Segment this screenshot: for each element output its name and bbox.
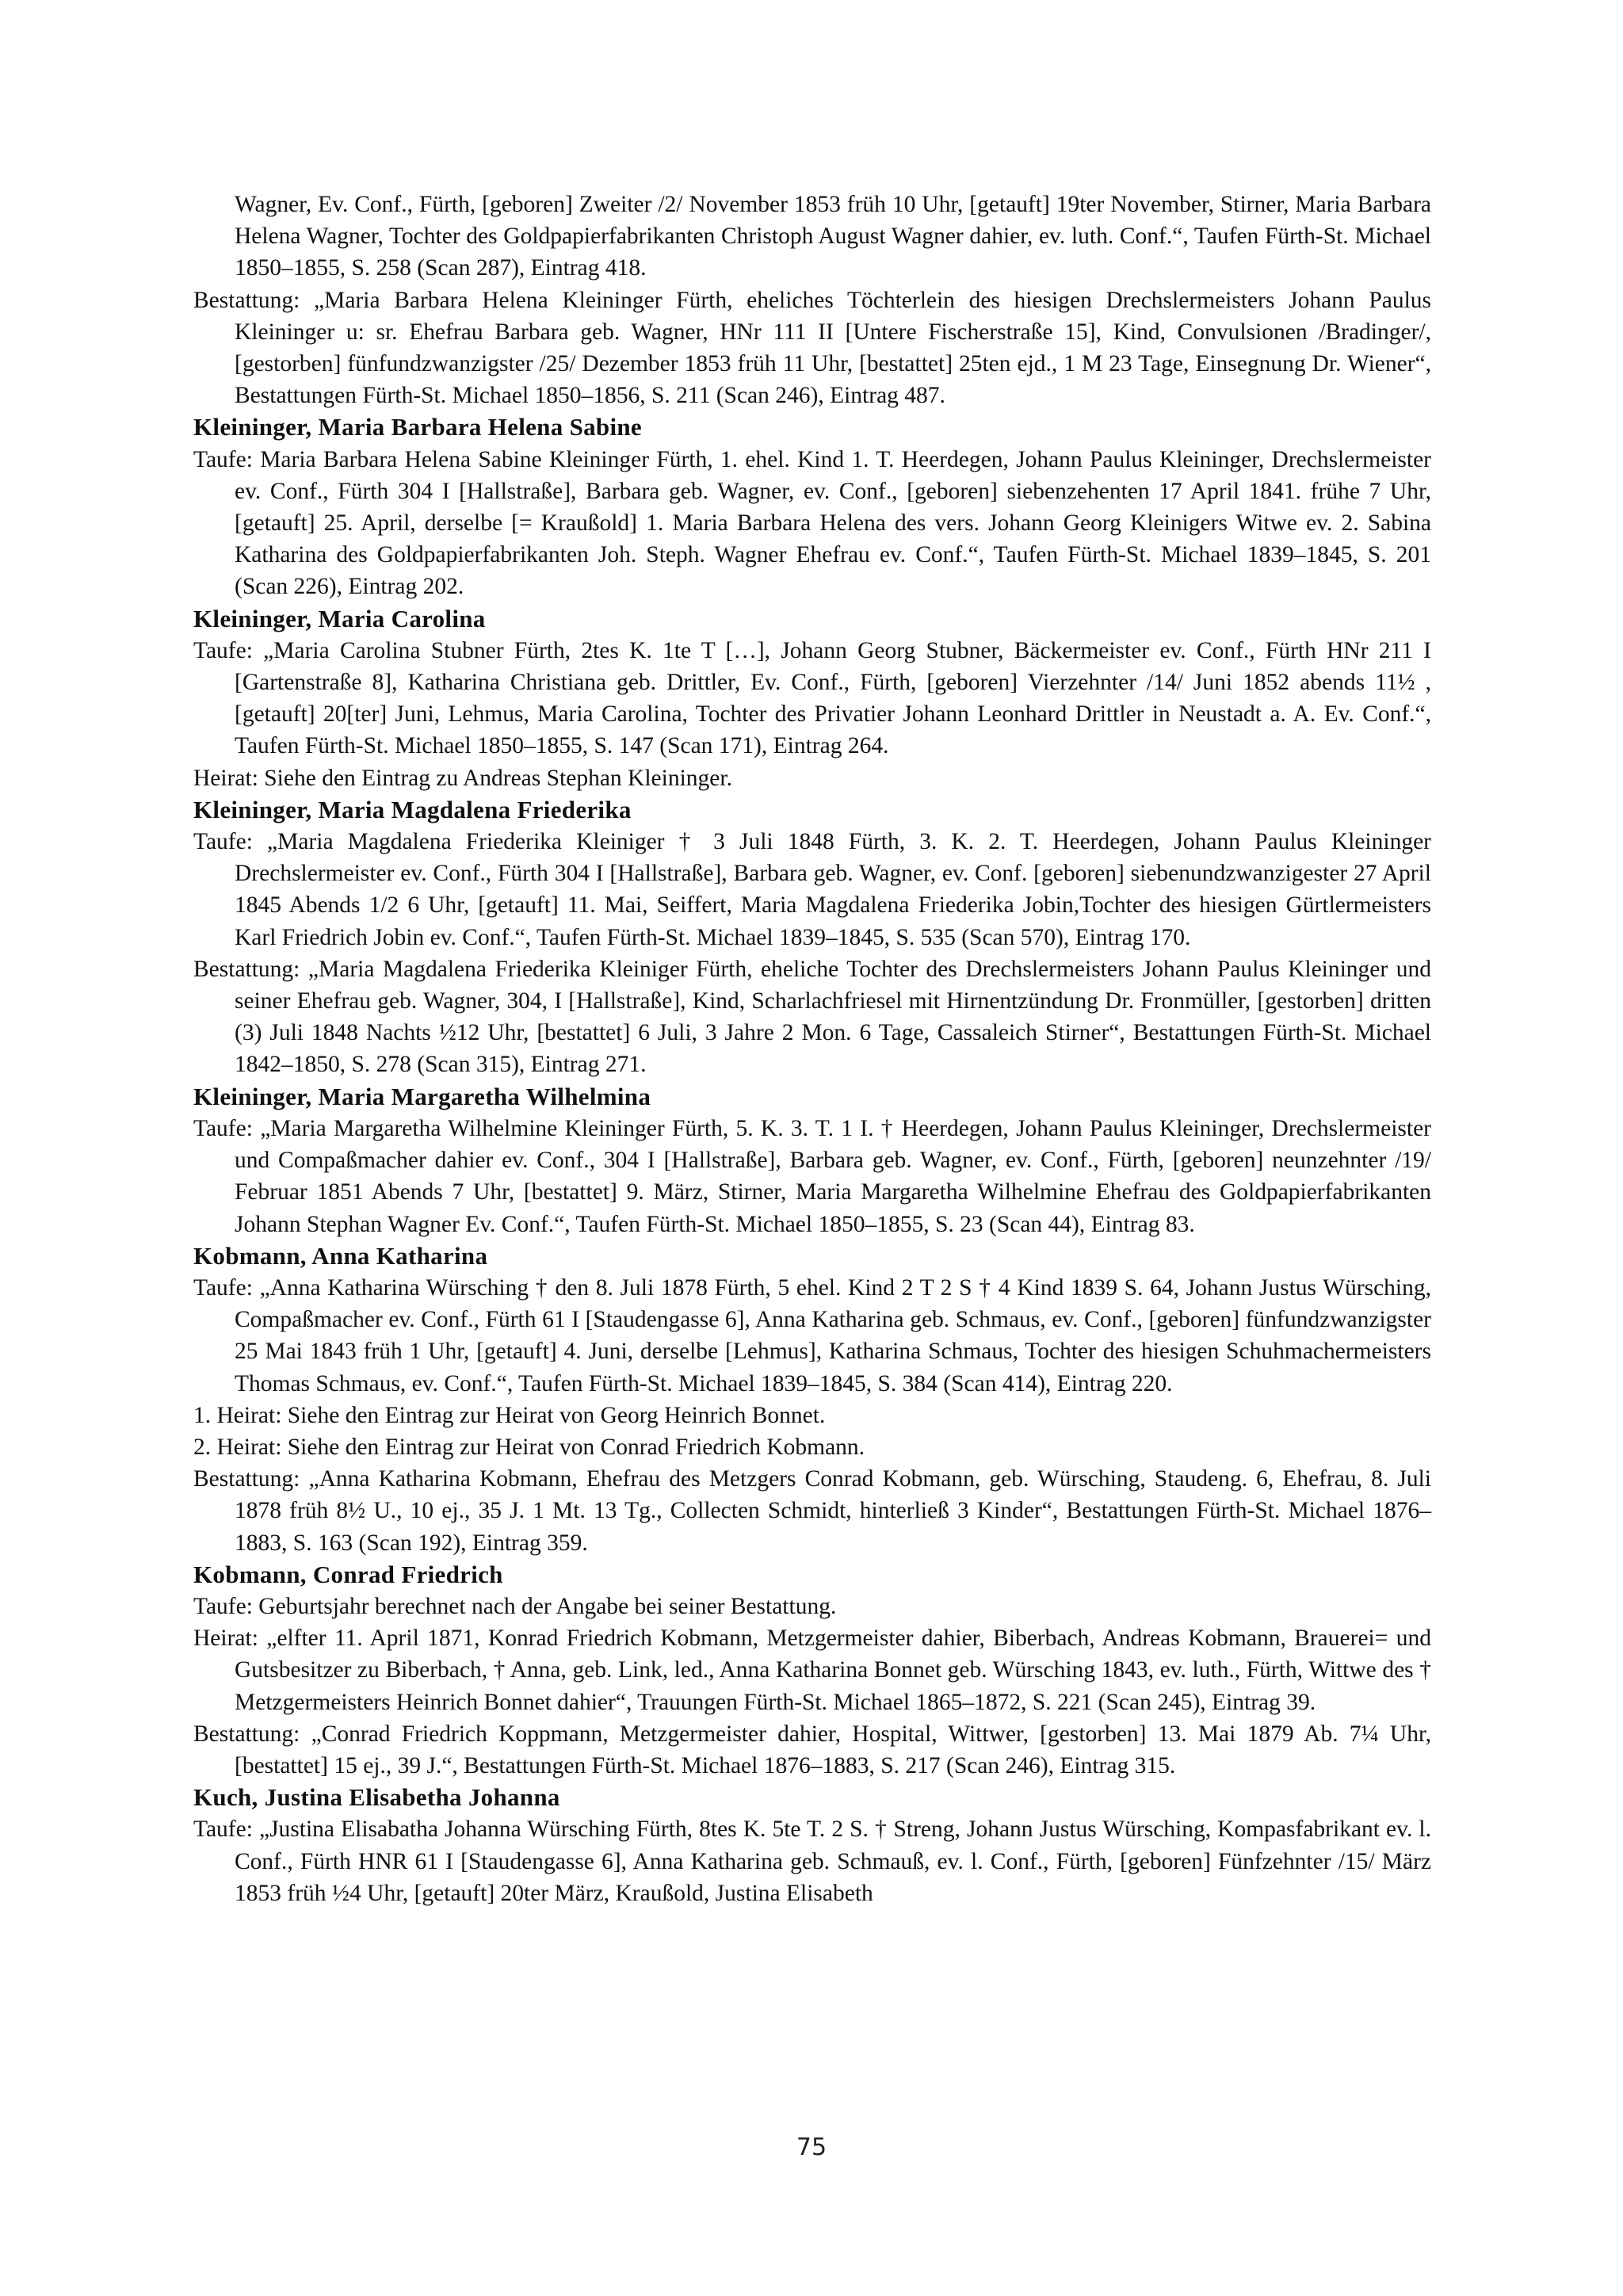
entry-paragraph: Taufe: „Maria Carolina Stubner Fürth, 2tes K. 1te T […], Johann Georg Stubner, Bäckermeister ev. Conf., Fürth HNr 211 I [Gartenstraße 8], Katharina Christiana geb. Drittler, Ev. Conf., Fürth, [geboren] Vierzehnter /14/ Juni 1852 abends 11½ , [getauft] 20[ter] Juni, Lehmus, Maria Carolina, Tochter des Privatier Johann Leonhard Drittler in Neustadt a. A. Ev. Conf.“, Taufen Fürth-St. Michael 1850–1855, S. 147 (Scan 171), Eintrag 264. — [193, 637, 1431, 759]
entry-heading: Kleininger, Maria Margaretha Wilhelmina — [193, 1082, 651, 1110]
entry-paragraph: Taufe: „Anna Katharina Würsching † den 8. Juli 1878 Fürth, 5 ehel. Kind 2 T 2 S † 4 Kind 1839 S. 64, Johann Justus Würsching, Compaßmacher ev. Conf., Fürth 61 I [Staudengasse 6], Anna Katharina geb. Schmaus, ev. Conf., [geboren] fünfundzwanzigster 25 Mai 1843 früh 1 Uhr, [getauft] 4. Juni, derselbe [Lehmus], Katharina Schmaus, Tochter des hiesigen Schuhmachermeisters Thomas Schmaus, ev. Conf.“, Taufen Fürth-St. Michael 1839–1845, S. 384 (Scan 414), Eintrag 220. — [193, 1274, 1431, 1396]
entry-paragraph: 2. Heirat: Siehe den Eintrag zur Heirat von Conrad Friedrich Kobmann. — [193, 1434, 865, 1460]
entry-paragraph: Taufe: „Maria Magdalena Friederika Kleiniger † 3 Juli 1848 Fürth, 3. K. 2. T. Heerdegen, Johann Paulus Kleininger Drechslermeister ev. Conf., Fürth 304 I [Hallstraße], Barbara geb. Wagner, ev. Conf. [geboren] siebenundzwanzigester 27 April 1845 Abends 1/2 6 Uhr, [getauft] 11. Mai, Seiffert, Maria Magdalena Friederika Jobin,Tochter des hiesigen Gürtlermeisters Karl Friedrich Jobin ev. Conf.“, Taufen Fürth-St. Michael 1839–1845, S. 535 (Scan 570), Eintrag 170. — [193, 829, 1431, 950]
entry-paragraph: Taufe: Geburtsjahr berechnet nach der Angabe bei seiner Bestattung. — [193, 1593, 837, 1619]
document-body — [193, 189, 1431, 1909]
entry-heading: Kobmann, Conrad Friedrich — [193, 1560, 503, 1588]
entry-paragraph: Heirat: Siehe den Eintrag zu Andreas Stephan Kleininger. — [193, 765, 732, 791]
entry-heading: Kuch, Justina Elisabetha Johanna — [193, 1783, 560, 1812]
entry-paragraph: Heirat: „elfter 11. April 1871, Konrad Friedrich Kobmann, Metzgermeister dahier, Biberbach, Andreas Kobmann, Brauerei= und Gutsbesitzer zu Biberbach, † Anna, geb. Link, led., Anna Katharina Bonnet geb. Würsching 1843, ev. luth., Fürth, Wittwe des † Metzgermeisters Heinrich Bonnet dahier“, Trauungen Fürth-St. Michael 1865–1872, S. 221 (Scan 245), Eintrag 39. — [193, 1626, 1431, 1715]
entry-paragraph: Taufe: „Maria Margaretha Wilhelmine Kleininger Fürth, 5. K. 3. T. 1 I. † Heerdegen, Johann Paulus Kleininger, Drechslermeister und Compaßmacher dahier ev. Conf., 304 I [Hallstraße], Barbara geb. Wagner, ev. Conf., Fürth, [geboren] neunzehnter /19/ Februar 1851 Abends 7 Uhr, [bestattet] 9. März, Stirner, Maria Margaretha Wilhelmine Ehefrau des Goldpapierfabrikanten Johann Stephan Wagner Ev. Conf.“, Taufen Fürth-St. Michael 1850–1855, S. 23 (Scan 44), Eintrag 83. — [193, 1115, 1431, 1237]
page-number: 75 — [796, 2134, 827, 2161]
entry-paragraph: Taufe: Maria Barbara Helena Sabine Kleininger Fürth, 1. ehel. Kind 1. T. Heerdegen, Johann Paulus Kleininger, Drechslermeister ev. Conf., Fürth 304 I [Hallstraße], Barbara geb. Wagner, ev. Conf., [geboren] siebenzehenten 17 April 1841. frühe 7 Uhr, [getauft] 25. April, derselbe [= Kraußold] 1. Maria Barbara Helena des vers. Johann Georg Kleinigers Witwe ev. 2. Sabina Katharina des Goldpapierfabrikanten Joh. Steph. Wagner Ehefrau ev. Conf.“, Taufen Fürth-St. Michael 1839–1845, S. 201 (Scan 226), Eintrag 202. — [193, 446, 1431, 600]
entry-heading: Kleininger, Maria Barbara Helena Sabine — [193, 413, 642, 441]
entry-heading: Kleininger, Maria Magdalena Friederika — [193, 795, 632, 823]
entry-paragraph: Bestattung: „Anna Katharina Kobmann, Ehefrau des Metzgers Conrad Kobmann, geb. Würsching, Staudeng. 6, Ehefrau, 8. Juli 1878 früh 8½ U., 10 ej., 35 J. 1 Mt. 13 Tg., Collecten Schmidt, hinterließ 3 Kinder“, Bestattungen Fürth-St. Michael 1876–1883, S. 163 (Scan 192), Eintrag 359. — [193, 1466, 1431, 1556]
entry-paragraph: 1. Heirat: Siehe den Eintrag zur Heirat von Georg Heinrich Bonnet. — [193, 1402, 826, 1428]
entry-paragraph: Bestattung: „Conrad Friedrich Koppmann, Metzgermeister dahier, Hospital, Wittwer, [gestorben] 13. Mai 1879 Ab. 7¼ Uhr, [bestattet] 15 ej., 39 J.“, Bestattungen Fürth-St. Michael 1876–1883, S. 217 (Scan 246), Eintrag 315. — [193, 1721, 1431, 1778]
entry-paragraph: Bestattung: „Maria Magdalena Friederika Kleiniger Fürth, eheliche Tochter des Drechslermeisters Johann Paulus Kleininger und seiner Ehefrau geb. Wagner, 304, I [Hallstraße], Kind, Scharlachfriesel mit Hirnentzündung Dr. Fronmüller, [gestorben] dritten (3) Juli 1848 Nachts ½12 Uhr, [bestattet] 6 Juli, 3 Jahre 2 Mon. 6 Tage, Cassaleich Stirner“, Bestattungen Fürth-St. Michael 1842–1850, S. 278 (Scan 315), Eintrag 271. — [193, 956, 1431, 1078]
entry-paragraph: Bestattung: „Maria Barbara Helena Kleininger Fürth, eheliches Töchterlein des hiesigen Drechslermeisters Johann Paulus Kleininger u: sr. Ehefrau Barbara geb. Wagner, HNr 111 II [Untere Fischerstraße 15], Kind, Convulsionen /Bradinger/, [gestorben] fünfundzwanzigster /25/ Dezember 1853 früh 11 Uhr, [bestattet] 25ten ejd., 1 M 23 Tage, Einsegnung Dr. Wiener“, Bestattungen Fürth-St. Michael 1850–1856, S. 211 (Scan 246), Eintrag 487. — [193, 287, 1431, 409]
entry-heading: Kobmann, Anna Katharina — [193, 1241, 488, 1270]
entry-paragraph: Taufe: „Justina Elisabatha Johanna Würsching Fürth, 8tes K. 5te T. 2 S. † Streng, Johann Justus Würsching, Kompasfabrikant ev. l. Conf., Fürth HNR 61 I [Staudengasse 6], Anna Katharina geb. Schmauß, ev. l. Conf., Fürth, [geboren] Fünfzehnter /15/ März 1853 früh ½4 Uhr, [getauft] 20ter März, Kraußold, Justina Elisabeth — [193, 1817, 1431, 1906]
entry-heading: Kleininger, Maria Carolina — [193, 604, 486, 632]
entry-paragraph: Wagner, Ev. Conf., Fürth, [geboren] Zweiter /2/ November 1853 früh 10 Uhr, [getauft] 19ter November, Stirner, Maria Barbara Helena Wagner, Tochter des Goldpapierfabrikanten Christoph August Wagner dahier, ev. luth. Conf.“, Taufen Fürth-St. Michael 1850–1855, S. 258 (Scan 287), Eintrag 418. — [235, 192, 1431, 281]
